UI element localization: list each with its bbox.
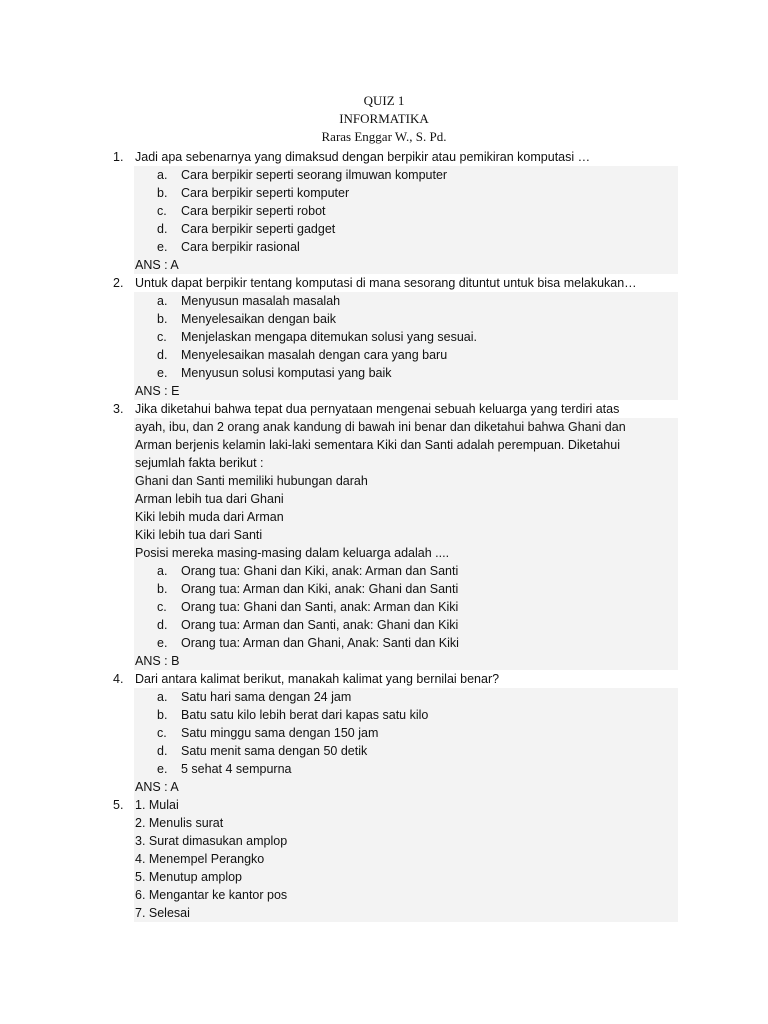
question-text-line: Arman lebih tua dari Ghani bbox=[135, 492, 284, 506]
question-number: 2. bbox=[113, 276, 124, 290]
option-letter: c. bbox=[157, 726, 167, 740]
question-number: 4. bbox=[113, 672, 124, 686]
question-number: 1. bbox=[113, 150, 124, 164]
question-text-line: 1. Mulai bbox=[135, 798, 179, 812]
option-text: Satu hari sama dengan 24 jam bbox=[181, 690, 352, 704]
option-text: Orang tua: Arman dan Ghani, Anak: Santi dan Kiki bbox=[181, 636, 459, 650]
question-text-line: Posisi mereka masing-masing dalam keluarga adalah .... bbox=[135, 546, 450, 560]
option-text: Cara berpikir seperti komputer bbox=[181, 186, 350, 200]
option-letter: a. bbox=[157, 690, 168, 704]
question-text-line: Arman berjenis kelamin laki-laki sementara Kiki dan Santi adalah perempuan. Diketahui bbox=[135, 438, 620, 452]
option-letter: b. bbox=[157, 708, 168, 722]
option-text: Satu minggu sama dengan 150 jam bbox=[181, 726, 379, 740]
question-number: 5. bbox=[113, 798, 124, 812]
answer-key: ANS : B bbox=[135, 654, 180, 668]
option-letter: c. bbox=[157, 204, 167, 218]
option-text: Cara berpikir rasional bbox=[181, 240, 300, 254]
option-letter: d. bbox=[157, 618, 168, 632]
option-text: Satu menit sama dengan 50 detik bbox=[181, 744, 368, 758]
option-text: Menyusun masalah masalah bbox=[181, 294, 341, 308]
option-text: Orang tua: Ghani dan Santi, anak: Arman dan Kiki bbox=[181, 600, 459, 614]
option-text: Menyusun solusi komputasi yang baik bbox=[181, 366, 392, 380]
question-text-line: 3. Surat dimasukan amplop bbox=[135, 834, 288, 848]
option-letter: c. bbox=[157, 600, 167, 614]
question-number: 3. bbox=[113, 402, 124, 416]
answer-key: ANS : A bbox=[135, 780, 179, 794]
option-text: Orang tua: Arman dan Kiki, anak: Ghani dan Santi bbox=[181, 582, 459, 596]
option-letter: a. bbox=[157, 294, 168, 308]
option-text: Orang tua: Ghani dan Kiki, anak: Arman dan Santi bbox=[181, 564, 459, 578]
author-name: Raras Enggar W., S. Pd. bbox=[321, 129, 447, 144]
quiz-title: QUIZ 1 bbox=[363, 93, 405, 108]
option-text: Orang tua: Arman dan Santi, anak: Ghani dan Kiki bbox=[181, 618, 459, 632]
answer-key: ANS : E bbox=[135, 384, 180, 398]
question-text-line: 6. Mengantar ke kantor pos bbox=[135, 888, 288, 902]
question-text-line: ayah, ibu, dan 2 orang anak kandung di bawah ini benar dan diketahui bahwa Ghani dan bbox=[135, 420, 626, 434]
option-letter: b. bbox=[157, 582, 168, 596]
question-text-line: sejumlah fakta berikut : bbox=[135, 456, 264, 470]
option-letter: d. bbox=[157, 348, 168, 362]
option-text: Menjelaskan mengapa ditemukan solusi yang sesuai. bbox=[181, 330, 478, 344]
option-letter: b. bbox=[157, 186, 168, 200]
option-text: Batu satu kilo lebih berat dari kapas satu kilo bbox=[181, 708, 429, 722]
option-letter: e. bbox=[157, 366, 168, 380]
option-letter: d. bbox=[157, 744, 168, 758]
subject-title: INFORMATIKA bbox=[339, 111, 429, 126]
option-letter: e. bbox=[157, 636, 168, 650]
option-text: Menyelesaikan masalah dengan cara yang baru bbox=[181, 348, 448, 362]
option-text: Cara berpikir seperti gadget bbox=[181, 222, 336, 236]
question-text-line: 2. Menulis surat bbox=[135, 816, 224, 830]
question-text-line: 5. Menutup amplop bbox=[135, 870, 243, 884]
option-text: Cara berpikir seperti seorang ilmuwan komputer bbox=[181, 168, 448, 182]
option-text: Cara berpikir seperti robot bbox=[181, 204, 326, 218]
question-text-line: 7. Selesai bbox=[135, 906, 190, 920]
question-text-line: Jika diketahui bahwa tepat dua pernyataan mengenai sebuah keluarga yang terdiri atas bbox=[135, 402, 620, 416]
option-letter: d. bbox=[157, 222, 168, 236]
question-text-line: Ghani dan Santi memiliki hubungan darah bbox=[135, 474, 368, 488]
answer-key: ANS : A bbox=[135, 258, 179, 272]
option-letter: c. bbox=[157, 330, 167, 344]
question-text-line: Kiki lebih tua dari Santi bbox=[135, 528, 263, 542]
option-letter: e. bbox=[157, 240, 168, 254]
question-text-line: 4. Menempel Perangko bbox=[135, 852, 265, 866]
option-letter: e. bbox=[157, 762, 168, 776]
option-text: 5 sehat 4 sempurna bbox=[181, 762, 292, 776]
option-text: Menyelesaikan dengan baik bbox=[181, 312, 336, 326]
question-text-line: Untuk dapat berpikir tentang komputasi di mana sesorang dituntut untuk bisa melakukan… bbox=[135, 276, 637, 290]
option-letter: a. bbox=[157, 564, 168, 578]
question-text-line: Dari antara kalimat berikut, manakah kalimat yang bernilai benar? bbox=[135, 672, 500, 686]
option-letter: a. bbox=[157, 168, 168, 182]
option-letter: b. bbox=[157, 312, 168, 326]
question-text-line: Kiki lebih muda dari Arman bbox=[135, 510, 284, 524]
question-text-line: Jadi apa sebenarnya yang dimaksud dengan berpikir atau pemikiran komputasi … bbox=[135, 150, 591, 164]
